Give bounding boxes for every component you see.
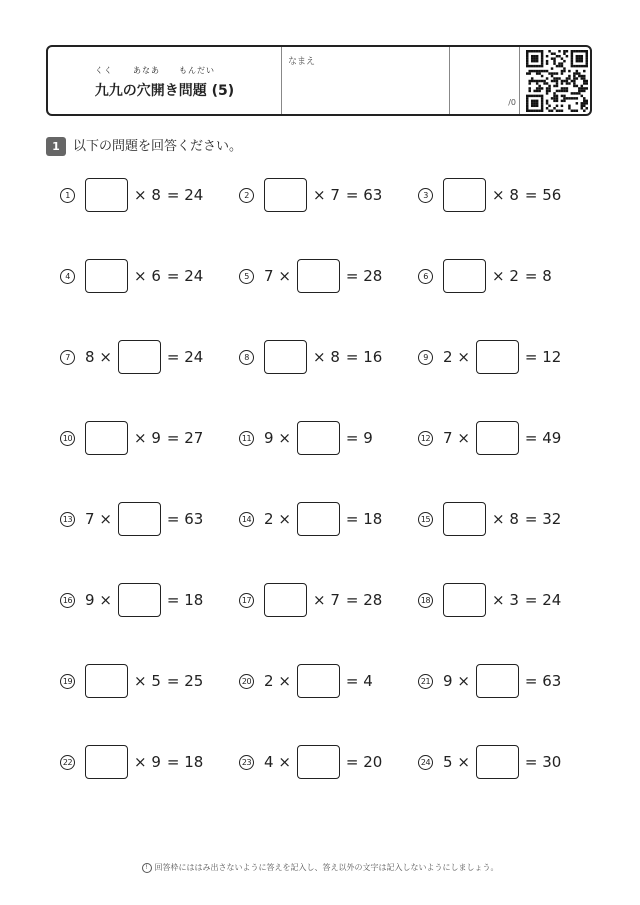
answer-box[interactable]: [297, 745, 340, 779]
answer-box[interactable]: [443, 583, 486, 617]
problem-number: 22: [60, 755, 75, 770]
operator-text: ×: [134, 186, 152, 204]
score-value: /0: [508, 98, 516, 107]
equals-text: =: [166, 672, 185, 690]
product-value: 20: [363, 753, 383, 771]
problem-item: [60, 582, 203, 618]
operator-text: ×: [134, 429, 152, 447]
answer-box[interactable]: [264, 583, 307, 617]
problem-item: [239, 258, 382, 294]
operand-value: 6: [151, 267, 161, 285]
product-value: 28: [363, 267, 383, 285]
equals-text: =: [166, 186, 185, 204]
operand-value: 9: [151, 429, 161, 447]
operator-text: ×: [134, 267, 152, 285]
answer-box[interactable]: [443, 178, 486, 212]
operand-value: 8: [330, 348, 340, 366]
problem-item: [239, 501, 382, 537]
problem-item: [239, 582, 382, 618]
qr-code-icon: [526, 50, 588, 112]
operator-text: ×: [273, 267, 291, 285]
equals-text: =: [345, 753, 364, 771]
problem-number: 17: [239, 593, 254, 608]
problem-item: [60, 501, 203, 537]
problem-number: 18: [418, 593, 433, 608]
problem-item: [60, 663, 203, 699]
problem-number: 5: [239, 269, 254, 284]
operator-text: ×: [452, 753, 470, 771]
product-value: 18: [184, 591, 204, 609]
problem-number: 9: [418, 350, 433, 365]
equals-text: =: [524, 186, 543, 204]
product-value: 49: [542, 429, 562, 447]
problem-number: 21: [418, 674, 433, 689]
product-value: 8: [542, 267, 552, 285]
title-ruby: もんだい: [179, 66, 215, 75]
equals-text: =: [166, 510, 185, 528]
problem-number: 19: [60, 674, 75, 689]
footer-note: [0, 862, 640, 873]
product-value: 9: [363, 429, 373, 447]
answer-box[interactable]: [264, 340, 307, 374]
operand-value: 5: [151, 672, 161, 690]
problem-item: [418, 582, 561, 618]
equals-text: =: [166, 348, 185, 366]
equals-text: =: [524, 753, 543, 771]
operator-text: ×: [452, 348, 470, 366]
equals-text: =: [345, 591, 364, 609]
operator-text: ×: [273, 753, 291, 771]
answer-box[interactable]: [476, 340, 519, 374]
product-value: 28: [363, 591, 383, 609]
answer-box[interactable]: [118, 583, 161, 617]
operator-text: ×: [313, 348, 331, 366]
worksheet-header: [46, 45, 592, 116]
equals-text: =: [524, 510, 543, 528]
operator-text: ×: [313, 186, 331, 204]
footer-note-text: 回答枠にははみ出さないように答えを記入し、答え以外の文字は記入しないようにしましょう。: [154, 863, 499, 872]
problem-number: 6: [418, 269, 433, 284]
product-value: 32: [542, 510, 562, 528]
operand-value: 4: [264, 753, 274, 771]
equals-text: =: [345, 186, 364, 204]
operator-text: ×: [452, 672, 470, 690]
answer-box[interactable]: [297, 502, 340, 536]
operand-value: 7: [330, 591, 340, 609]
title-ruby: くく: [95, 66, 113, 75]
problem-item: [418, 258, 552, 294]
operand-value: 8: [85, 348, 95, 366]
problem-item: [60, 339, 203, 375]
operator-text: ×: [492, 186, 510, 204]
answer-box[interactable]: [443, 259, 486, 293]
section-number-badge: 1: [46, 137, 66, 156]
answer-box[interactable]: [118, 340, 161, 374]
product-value: 24: [184, 348, 204, 366]
operand-value: 8: [509, 186, 519, 204]
problem-item: [239, 663, 373, 699]
operand-value: 7: [85, 510, 95, 528]
answer-box[interactable]: [85, 259, 128, 293]
operator-text: ×: [313, 591, 331, 609]
problem-item: [239, 420, 373, 456]
answer-box[interactable]: [476, 664, 519, 698]
section-instruction: 以下の問題を回答ください。: [73, 139, 243, 154]
operator-text: ×: [94, 510, 112, 528]
operand-value: 2: [264, 510, 274, 528]
answer-box[interactable]: [476, 421, 519, 455]
answer-box[interactable]: [476, 745, 519, 779]
problem-item: [418, 663, 561, 699]
answer-box[interactable]: [118, 502, 161, 536]
operand-value: 2: [509, 267, 519, 285]
operator-text: ×: [273, 672, 291, 690]
equals-text: =: [524, 348, 543, 366]
product-value: 56: [542, 186, 562, 204]
product-value: 27: [184, 429, 204, 447]
problem-number: 14: [239, 512, 254, 527]
equals-text: =: [345, 348, 364, 366]
equals-text: =: [524, 591, 543, 609]
operator-text: ×: [273, 429, 291, 447]
operator-text: ×: [134, 753, 152, 771]
equals-text: =: [345, 429, 364, 447]
product-value: 24: [184, 267, 204, 285]
product-value: 16: [363, 348, 383, 366]
problem-item: [60, 420, 203, 456]
operand-value: 8: [509, 510, 519, 528]
operand-value: 9: [264, 429, 274, 447]
equals-text: =: [166, 753, 185, 771]
problem-number: 16: [60, 593, 75, 608]
operand-value: 9: [151, 753, 161, 771]
answer-box[interactable]: [297, 664, 340, 698]
problem-item: [239, 177, 382, 213]
operator-text: ×: [492, 591, 510, 609]
operator-text: ×: [492, 267, 510, 285]
operator-text: ×: [492, 510, 510, 528]
equals-text: =: [345, 672, 364, 690]
operator-text: ×: [452, 429, 470, 447]
product-value: 24: [542, 591, 562, 609]
operator-text: ×: [273, 510, 291, 528]
name-label: なまえ: [288, 57, 316, 67]
product-value: 18: [184, 753, 204, 771]
problem-item: [60, 744, 203, 780]
operator-text: ×: [94, 591, 112, 609]
answer-box[interactable]: [297, 421, 340, 455]
problem-item: [418, 744, 561, 780]
problem-number: 10: [60, 431, 75, 446]
problem-number: 8: [239, 350, 254, 365]
problem-item: [418, 177, 561, 213]
page-title: 九九の穴開き問題 (5): [94, 83, 235, 99]
title-cell: [48, 47, 281, 114]
answer-box[interactable]: [264, 178, 307, 212]
operand-value: 2: [443, 348, 453, 366]
problem-item: [418, 420, 561, 456]
problem-number: 13: [60, 512, 75, 527]
problem-number: 4: [60, 269, 75, 284]
answer-box[interactable]: [85, 178, 128, 212]
problem-item: [60, 258, 203, 294]
operand-value: 3: [509, 591, 519, 609]
product-value: 4: [363, 672, 373, 690]
title-ruby: あなあ: [133, 66, 160, 75]
info-icon: !: [142, 863, 152, 873]
operand-value: 9: [85, 591, 95, 609]
answer-box[interactable]: [85, 745, 128, 779]
operand-value: 7: [264, 267, 274, 285]
problem-number: 11: [239, 431, 254, 446]
operator-text: ×: [94, 348, 112, 366]
equals-text: =: [166, 429, 185, 447]
problem-item: [239, 744, 382, 780]
operand-value: 2: [264, 672, 274, 690]
product-value: 25: [184, 672, 204, 690]
problem-item: [418, 501, 561, 537]
problem-item: [239, 339, 382, 375]
equals-text: =: [345, 510, 364, 528]
problem-number: 24: [418, 755, 433, 770]
product-value: 30: [542, 753, 562, 771]
product-value: 63: [363, 186, 383, 204]
operand-value: 9: [443, 672, 453, 690]
problem-item: [60, 177, 203, 213]
qr-cell: [519, 47, 593, 114]
operator-text: ×: [134, 672, 152, 690]
equals-text: =: [166, 591, 185, 609]
problem-number: 12: [418, 431, 433, 446]
problem-item: [418, 339, 561, 375]
answer-box[interactable]: [85, 664, 128, 698]
product-value: 63: [184, 510, 204, 528]
equals-text: =: [524, 429, 543, 447]
equals-text: =: [524, 267, 543, 285]
problem-number: 1: [60, 188, 75, 203]
problem-number: 23: [239, 755, 254, 770]
problem-number: 15: [418, 512, 433, 527]
problem-number: 20: [239, 674, 254, 689]
equals-text: =: [524, 672, 543, 690]
product-value: 63: [542, 672, 562, 690]
operand-value: 8: [151, 186, 161, 204]
answer-box[interactable]: [443, 502, 486, 536]
problem-number: 2: [239, 188, 254, 203]
operand-value: 7: [443, 429, 453, 447]
operand-value: 5: [443, 753, 453, 771]
equals-text: =: [345, 267, 364, 285]
answer-box[interactable]: [85, 421, 128, 455]
answer-box[interactable]: [297, 259, 340, 293]
product-value: 12: [542, 348, 562, 366]
problem-number: 3: [418, 188, 433, 203]
product-value: 18: [363, 510, 383, 528]
score-field: [449, 47, 520, 114]
equals-text: =: [166, 267, 185, 285]
name-field[interactable]: [281, 47, 450, 114]
operand-value: 7: [330, 186, 340, 204]
problem-number: 7: [60, 350, 75, 365]
product-value: 24: [184, 186, 204, 204]
